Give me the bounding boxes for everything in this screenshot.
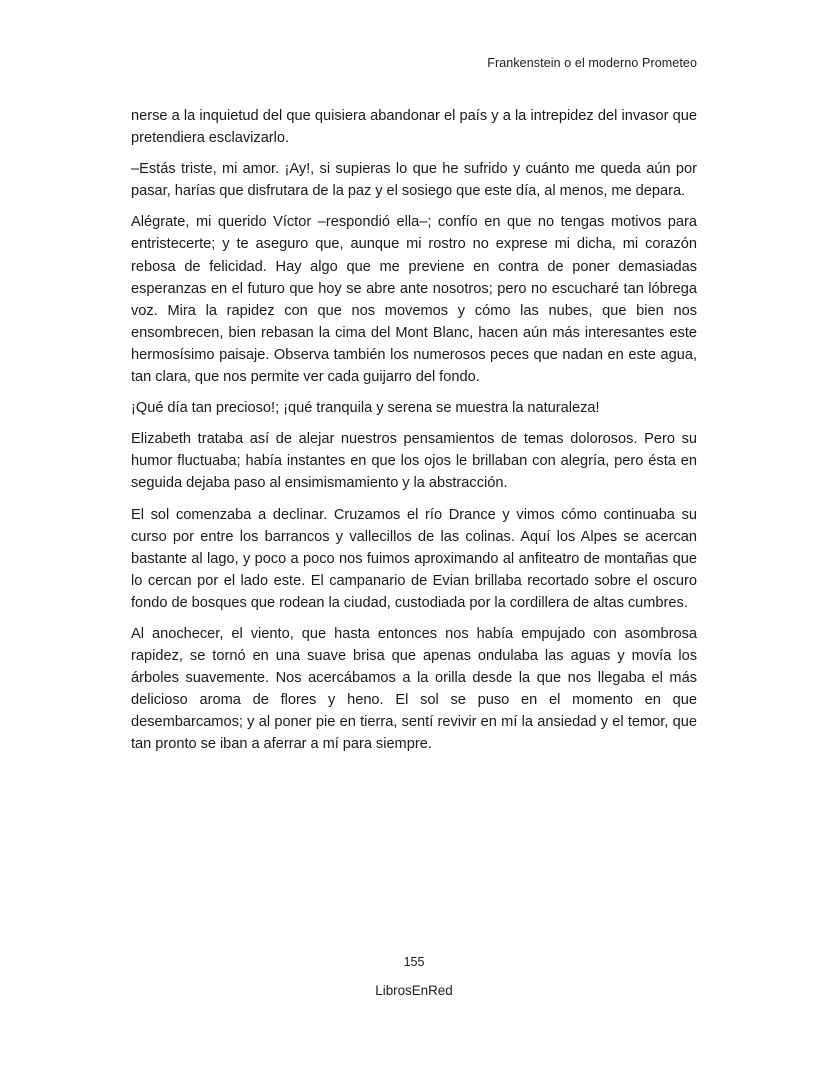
paragraph: Elizabeth trataba así de alejar nuestros pensamientos de temas dolorosos. Pero su humor fluctuaba; había instantes en que los ojos le brillaban con alegría, pero ésta en seguida dejaba paso al ensimismamiento y la abstracción. xyxy=(131,431,697,492)
paragraph: –Estás triste, mi amor. ¡Ay!, si supieras lo que he sufrido y cuánto me queda aún por pasar, harías que disfrutara de la paz y el sosiego que este día, al menos, me depara. xyxy=(131,161,697,200)
paragraph: ¡Qué día tan precioso!; ¡qué tranquila y serena se muestra la naturaleza! xyxy=(131,400,600,417)
publisher-imprint: LibrosEnRed xyxy=(375,983,453,998)
body-text-column xyxy=(131,105,697,756)
paragraph: Alégrate, mi querido Víctor –respondió ella–; confío en que no tengas motivos para entristecerte; y te aseguro que, aunque mi rostro no exprese mi dicha, mi corazón rebosa de felicidad. Hay algo que me previene en contra de poner demasiadas esperanzas en el futuro que hoy se abre ante nosotros; pero no escucharé tan lóbrega voz. Mira la rapidez con que nos movemos y cómo las nubes, que bien nos ensombrecen, bien rebasan la cima del Mont Blanc, hacen aún más interesantes este hermosísimo paisaje. Observa también los numerosos peces que nadan en este agua, tan clara, que nos permite ver cada guijarro del fondo. xyxy=(131,214,697,386)
running-head: Frankenstein o el moderno Prometeo xyxy=(487,56,697,70)
paragraph: nerse a la inquietud del que quisiera abandonar el país y a la intrepidez del invasor que pretendiera esclavizarlo. xyxy=(131,108,697,147)
paragraph: Al anochecer, el viento, que hasta entonces nos había empujado con asombrosa rapidez, se tornó en una suave brisa que apenas ondulaba las aguas y movía los árboles suavemente. Nos acercábamos a la orilla desde la que nos llegaba el más delicioso aroma de flores y heno. El sol se puso en el momento en que desembarcamos; y al poner pie en tierra, sentí revivir en mí la ansiedad y el temor, que tan pronto se iban a aferrar a mí para siempre. xyxy=(131,625,697,753)
paragraph: El sol comenzaba a declinar. Cruzamos el río Drance y vimos cómo continuaba su curso por entre los barrancos y vallecillos de las colinas. Aquí los Alpes se acercan bastante al lago, y poco a poco nos fuimos aproximando al anfiteatro de montañas que lo cercan por el lado este. El campanario de Evian brillaba recortado sobre el oscuro fondo de bosques que rodean la ciudad, custodiada por la cordillera de altas cumbres. xyxy=(131,506,697,611)
page-number: 155 xyxy=(403,955,425,969)
